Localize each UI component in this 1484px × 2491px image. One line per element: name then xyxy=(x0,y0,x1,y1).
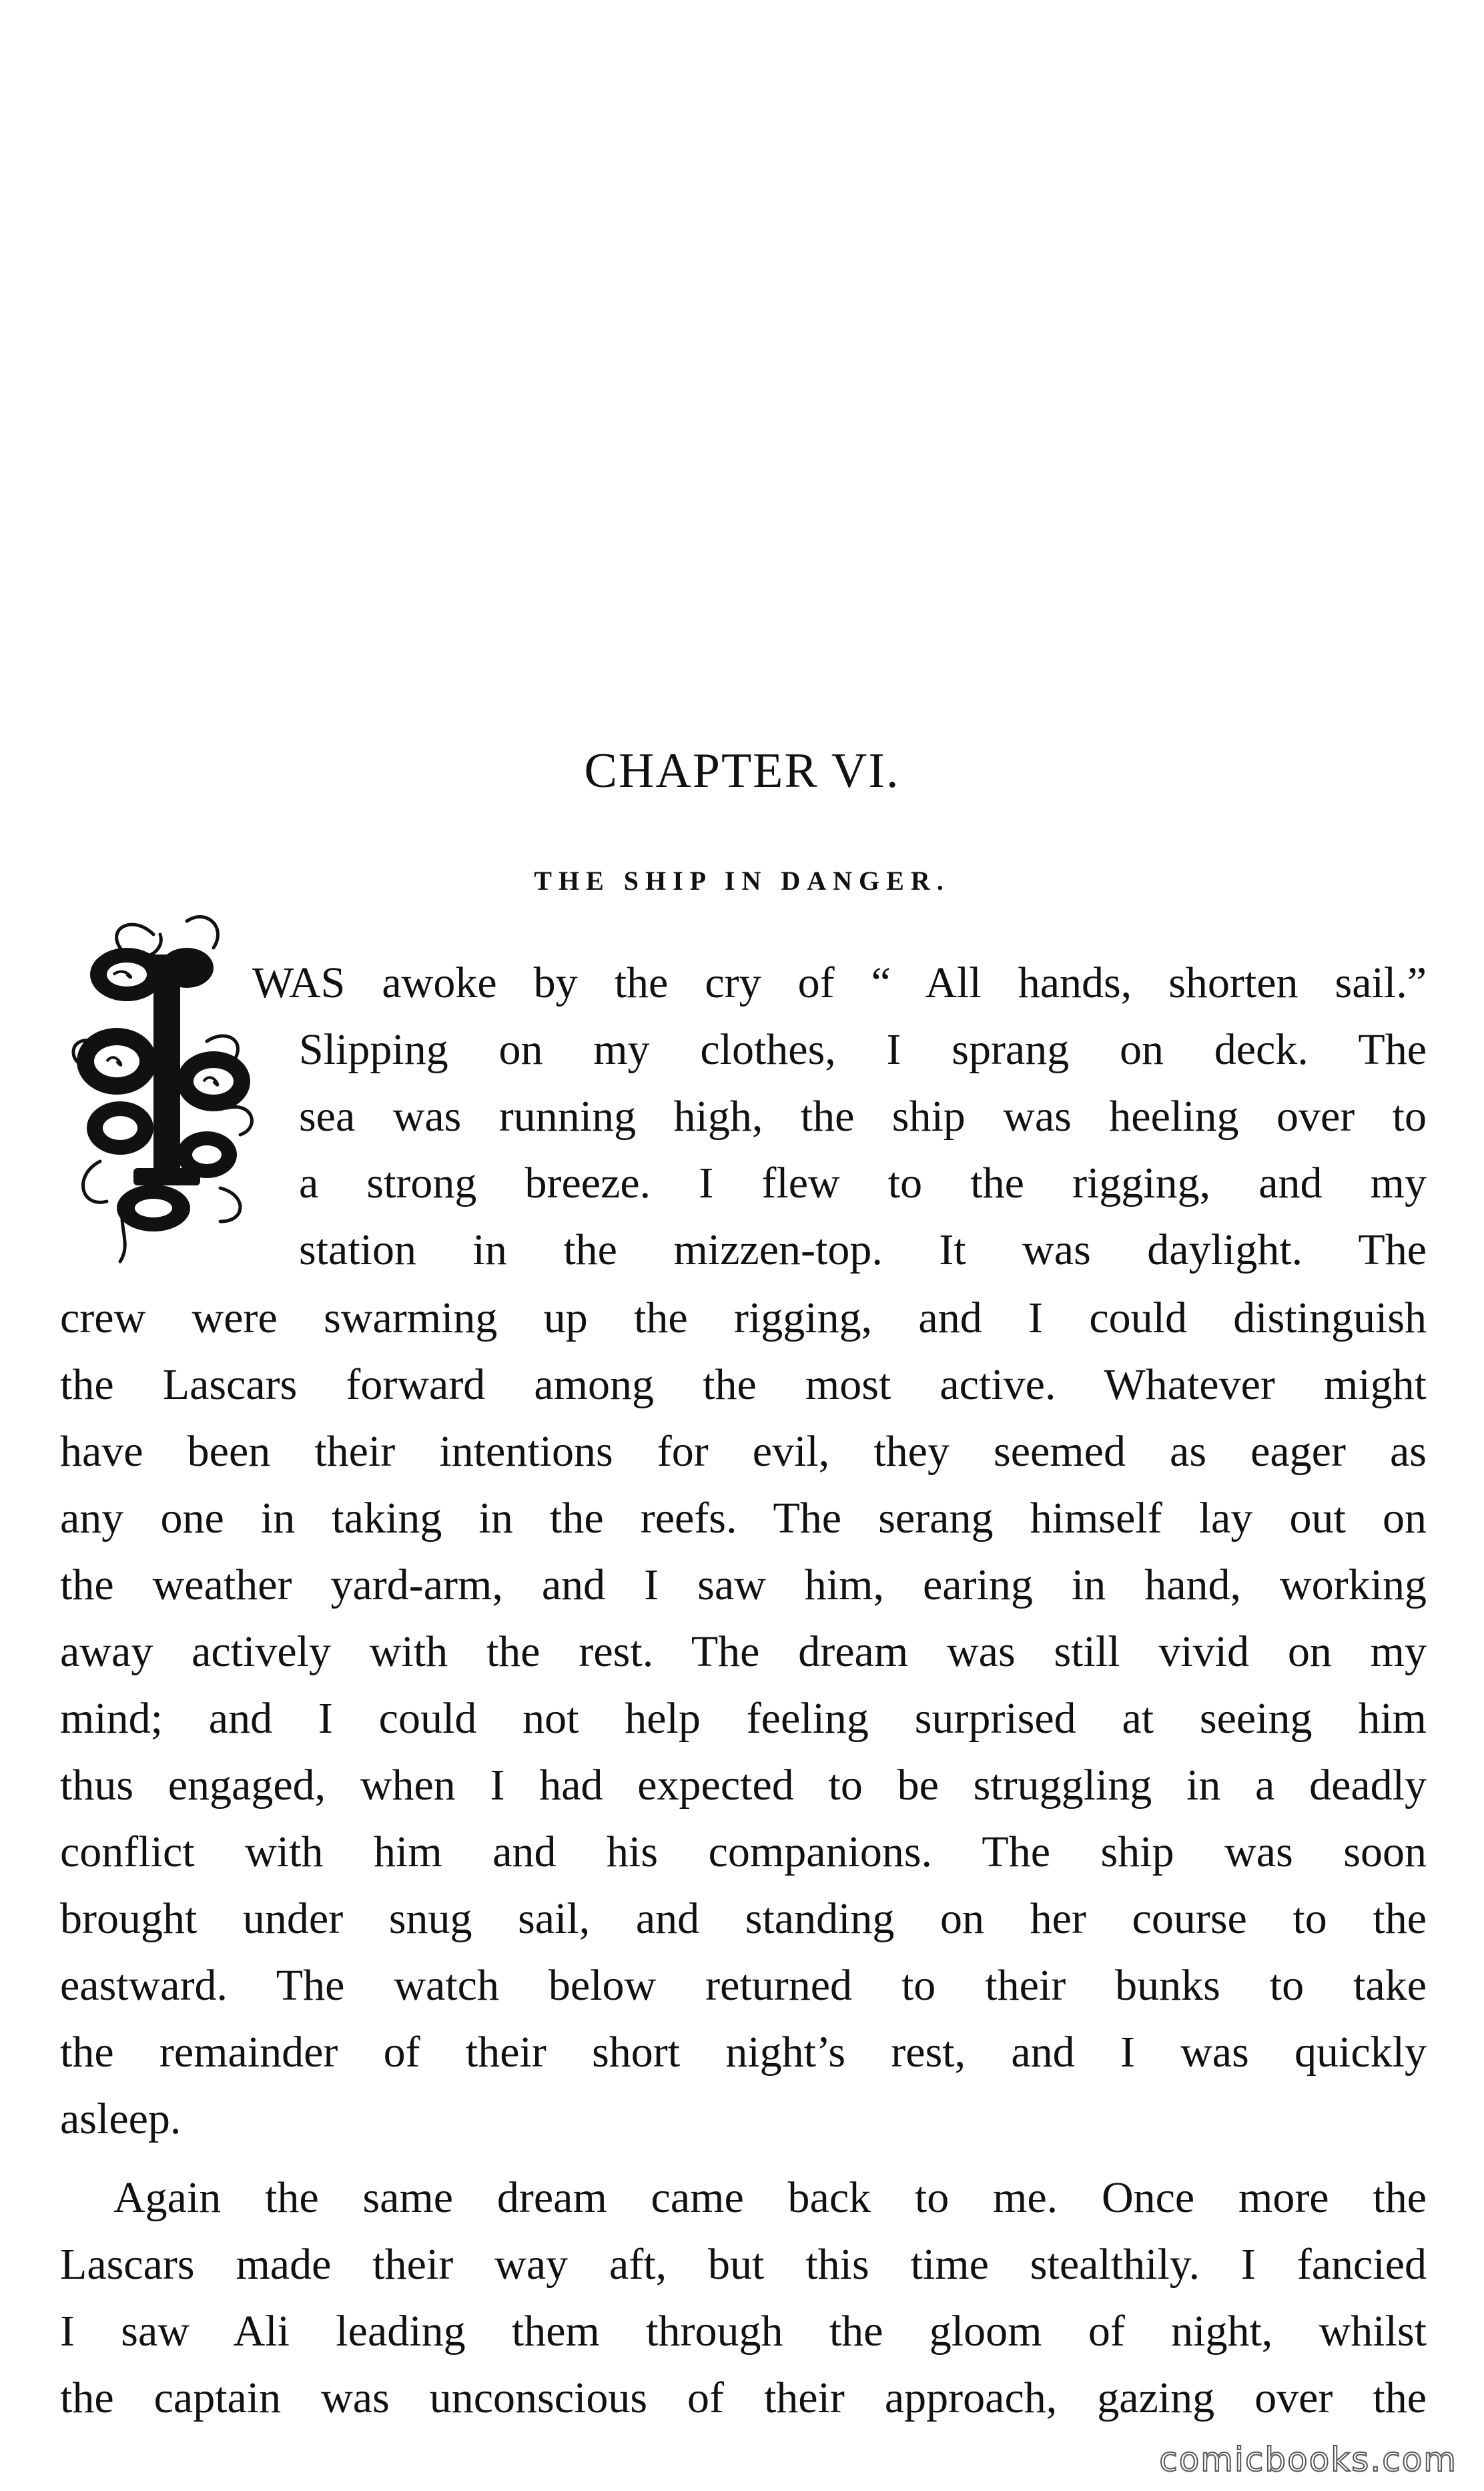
paragraph-1-line: the weather yard-arm, and I saw him, earing in hand, working xyxy=(60,1561,1427,1609)
paragraph-1-line: away actively with the rest. The dream was still vivid on my xyxy=(60,1627,1427,1676)
paragraph-1-line: a strong breeze. I flew to the rigging, and my xyxy=(299,1159,1427,1207)
paragraph-1-line: thus engaged, when I had expected to be struggling in a deadly xyxy=(60,1761,1427,1810)
paragraph-2-line: Lascars made their way aft, but this time stealthily. I fancied xyxy=(60,2240,1427,2289)
paragraph-1-line: brought under snug sail, and standing on her course to the xyxy=(60,1894,1427,1943)
watermark: comicbooks.com xyxy=(1159,2440,1457,2479)
paragraph-1-line: have been their intentions for evil, they seemed as eager as xyxy=(60,1427,1427,1476)
paragraph-2-line: the captain was unconscious of their approach, gazing over the xyxy=(60,2374,1427,2422)
paragraph-1-line: mind; and I could not help feeling surprised at seeing him xyxy=(60,1694,1427,1743)
paragraph-1-line: Slipping on my clothes, I sprang on deck. The xyxy=(299,1025,1427,1074)
paragraph-1-line: sea was running high, the ship was heeling over to xyxy=(299,1092,1427,1141)
paragraph-2-line: Again the same dream came back to me. Once more the xyxy=(113,2173,1427,2222)
paragraph-1-line: any one in taking in the reefs. The serang himself lay out on xyxy=(60,1494,1427,1543)
paragraph-1-line: crew were swarming up the rigging, and I could distinguish xyxy=(60,1294,1427,1342)
chapter-title: CHAPTER VI. xyxy=(584,744,900,798)
paragraph-1-line: the remainder of their short night’s rest, and I was quickly xyxy=(60,2028,1427,2077)
paragraph-1-line: WAS awoke by the cry of “ All hands, shorten sail.” xyxy=(252,958,1427,1007)
paragraph-1-line: conflict with him and his companions. The ship was soon xyxy=(60,1828,1427,1876)
paragraph-1-line: eastward. The watch below returned to their bunks to take xyxy=(60,1961,1427,2010)
paragraph-1-line: asleep. xyxy=(60,2095,181,2143)
paragraph-1-line: the Lascars forward among the most active. Whatever might xyxy=(60,1360,1427,1409)
paragraph-2-line: I saw Ali leading them through the gloom of night, whilst xyxy=(60,2307,1427,2356)
floral-initial-i-icon xyxy=(53,908,280,1268)
paragraph-1-line: station in the mizzen-top. It was daylight. The xyxy=(299,1225,1427,1274)
chapter-subtitle: THE SHIP IN DANGER. xyxy=(534,866,950,896)
